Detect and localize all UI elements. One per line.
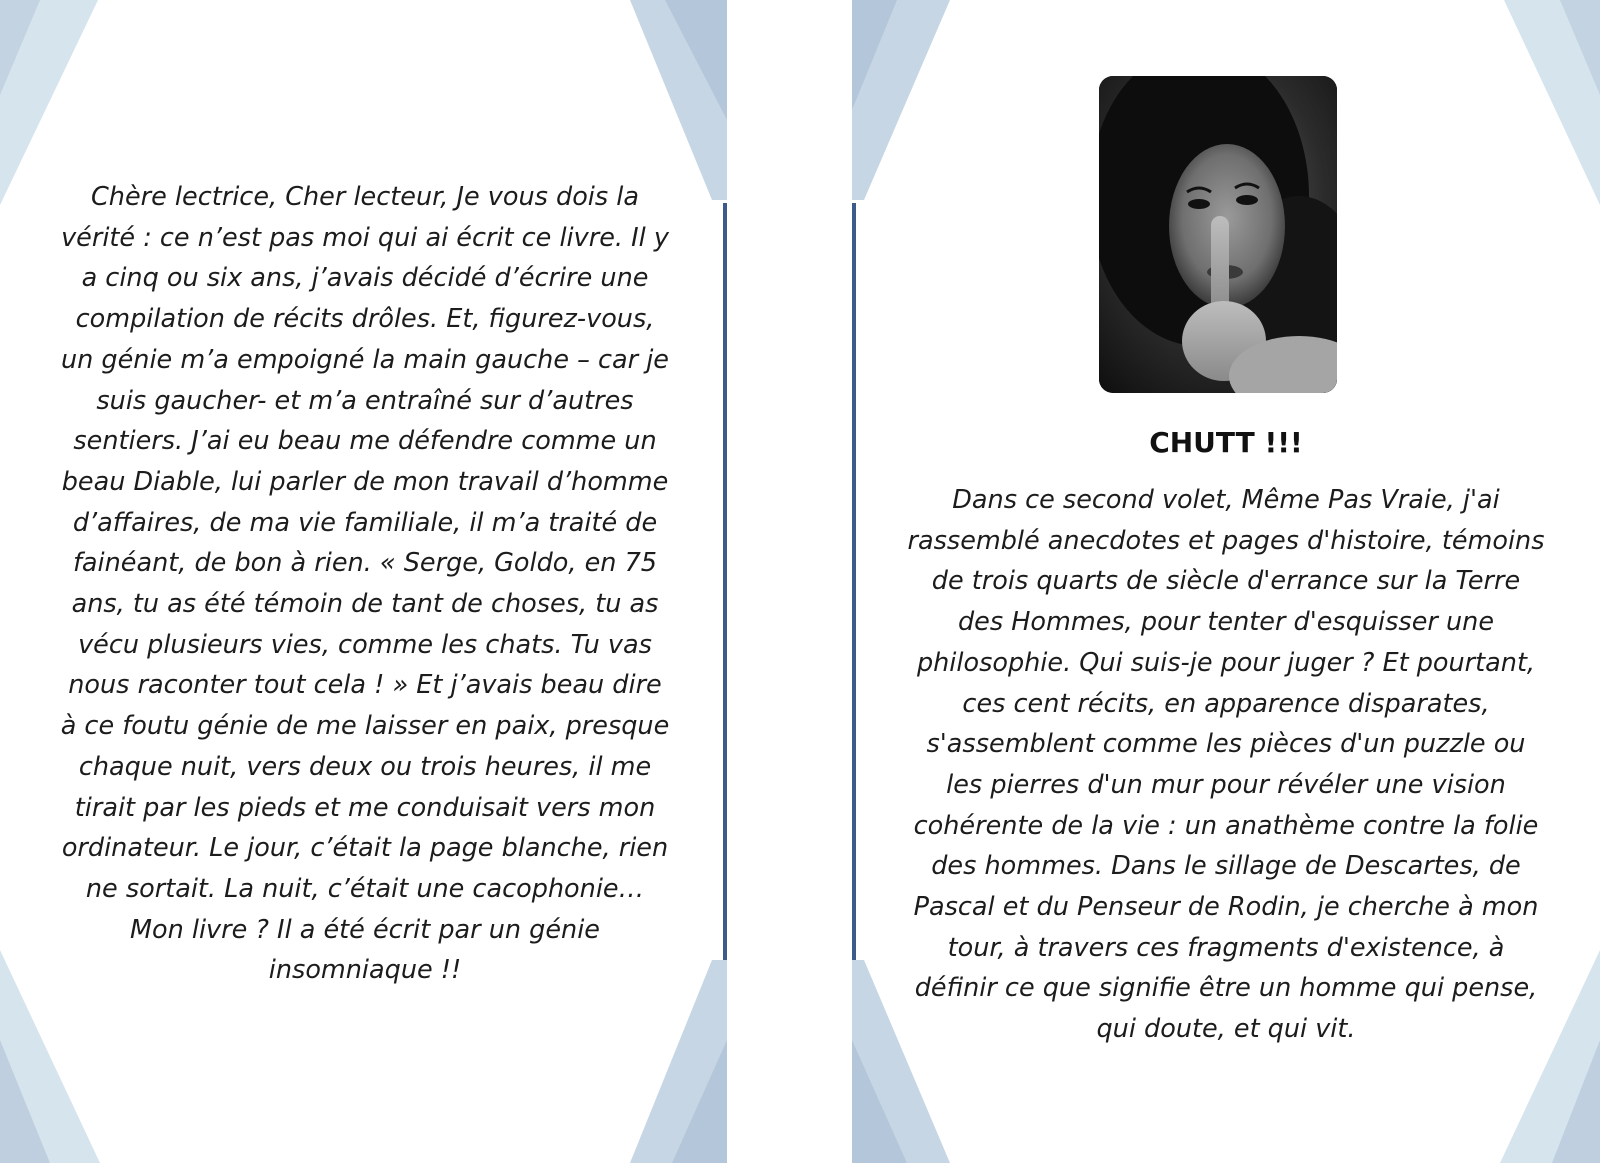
right-page bbox=[852, 0, 1600, 1163]
book-gutter bbox=[727, 0, 852, 1163]
left-body-text: Chère lectrice, Cher lecteur, Je vous dois la vérité : ce n’est pas moi qui ai écrit ce livre. Il y a cinq ou six ans, j’avais décidé d’écrire une compilation de récits drôles. Et, figurez-vous, un génie m’a empoigné la main gauche – car je suis gaucher- et m’a entraîné sur d’autres sentiers. J’ai eu beau me défendre comme un beau Diable, lui parler de mon travail d’homme d’affaires, de ma vie familiale, il m’a traité de fainéant, de bon à rien. « Serge, Goldo, en 75 ans, tu as été témoin de tant de choses, tu as vécu plusieurs vies, comme les chats. Tu vas nous raconter tout cela ! » Et j’avais beau dire à ce foutu génie de me laisser en paix, presque chaque nuit, vers deux ou trois heures, il me tirait par les pieds et me conduisait vers mon ordinateur. Le jour, c’était la page blanche, rien ne sortait. La nuit, c’était une cacophonie… Mon livre ? Il a été écrit par un génie insomniaque !! bbox=[60, 182, 670, 986]
right-title: CHUTT !!! bbox=[1149, 426, 1303, 459]
author-photo bbox=[1099, 76, 1337, 393]
right-spine-line bbox=[852, 203, 856, 960]
right-body-text: Dans ce second volet, Même Pas Vraie, j'ai rassemblé anecdotes et pages d'histoire, témoins de trois quarts de siècle d'errance sur la Terre des Hommes, pour tenter d'esquisser une philosophie. Qui suis-je pour juger ? Et pourtant, ces cent récits, en apparence disparates, s'assemblent comme les pièces d'un puzzle ou les pierres d'un mur pour révéler une vision cohérente de la vie : un anathème contre la folie des hommes. Dans le sillage de Descartes, de Pascal et du Penseur de Rodin, je cherche à mon tour, à travers ces fragments d'existence, à définir ce que signifie être un homme qui pense, qui doute, et qui vit. bbox=[907, 485, 1545, 1045]
portrait-image bbox=[1099, 76, 1337, 393]
left-page bbox=[0, 0, 727, 1163]
